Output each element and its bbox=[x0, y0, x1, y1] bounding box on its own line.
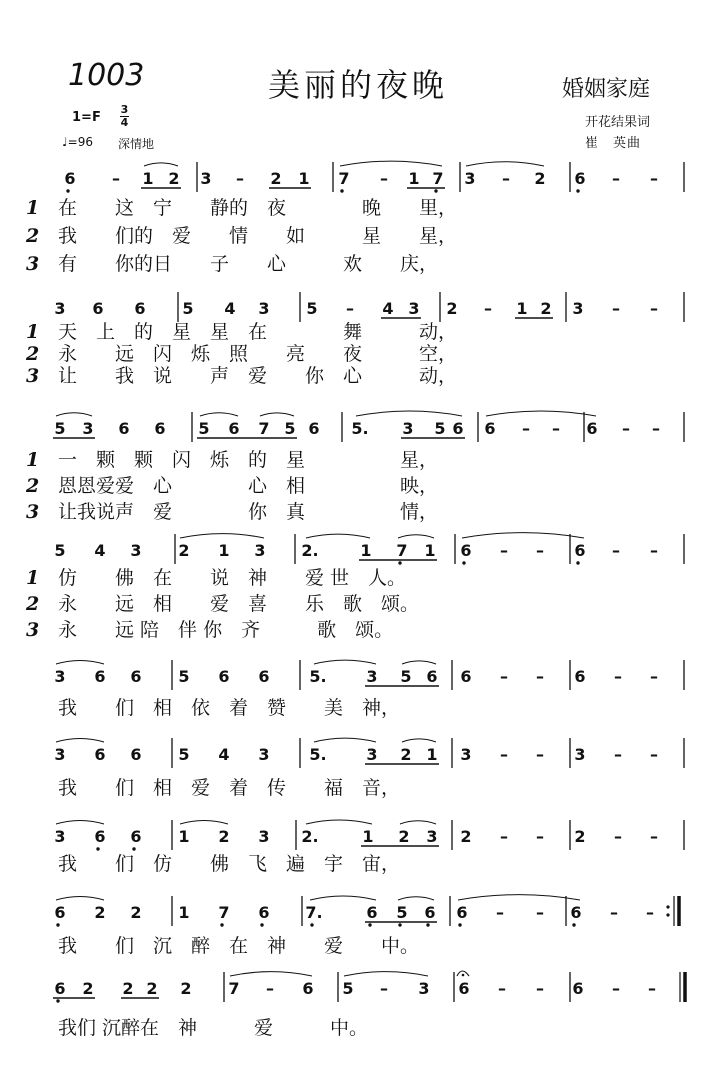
note: 6 bbox=[424, 903, 436, 922]
slur bbox=[56, 739, 104, 743]
note: 2 bbox=[94, 903, 106, 922]
note: 6 bbox=[302, 979, 314, 998]
note: 1 bbox=[178, 903, 190, 922]
note: – bbox=[622, 419, 630, 438]
note: 7. bbox=[305, 903, 323, 922]
note: – bbox=[650, 745, 658, 764]
repeat-dot bbox=[666, 905, 669, 908]
note: 3 bbox=[402, 419, 414, 438]
note: – bbox=[610, 903, 618, 922]
slur bbox=[462, 533, 584, 538]
note: 3 bbox=[258, 299, 270, 318]
lyric-line: 让我说声 爱 你 真 情， bbox=[58, 501, 439, 523]
slur bbox=[200, 413, 238, 416]
note: 5. bbox=[351, 419, 369, 438]
verse-number: 3 bbox=[26, 365, 40, 387]
note: – bbox=[552, 419, 560, 438]
low-octave-dot bbox=[576, 189, 579, 192]
note: 6 bbox=[154, 419, 166, 438]
lyric-line: 让 我 说 声 爱 你 心 动， bbox=[58, 365, 458, 387]
verse-number: 1 bbox=[26, 449, 40, 471]
verse-number: 2 bbox=[26, 593, 40, 615]
note: 1 bbox=[298, 169, 310, 188]
slur bbox=[56, 413, 92, 416]
note: 2 bbox=[130, 903, 142, 922]
note: – bbox=[500, 541, 508, 560]
note: 6 bbox=[426, 667, 438, 686]
lyric-line: 在 这 宁 静的 夜 晚 里， bbox=[58, 197, 458, 219]
lyricist-credit: 开花结果词 bbox=[585, 115, 651, 130]
note: 6 bbox=[94, 745, 106, 764]
slur bbox=[486, 411, 596, 416]
note: – bbox=[266, 979, 274, 998]
mood-marking: 深情地 bbox=[118, 137, 155, 151]
low-octave-dot bbox=[220, 923, 223, 926]
note: 4 bbox=[94, 541, 106, 560]
note: – bbox=[536, 827, 544, 846]
note: – bbox=[646, 903, 654, 922]
note: 5 bbox=[54, 419, 66, 438]
low-octave-dot bbox=[426, 923, 429, 926]
slur bbox=[56, 821, 104, 825]
lyric-line: 永 远 闪 烁 照 亮 夜 空， bbox=[58, 343, 458, 365]
note: – bbox=[612, 169, 620, 188]
note: 6 bbox=[570, 903, 582, 922]
low-octave-dot bbox=[398, 923, 401, 926]
slur bbox=[344, 972, 428, 976]
note: 1 bbox=[178, 827, 190, 846]
slur bbox=[310, 896, 376, 900]
low-octave-dot bbox=[572, 923, 575, 926]
note: – bbox=[380, 979, 388, 998]
time-sig-top: 3 bbox=[120, 103, 129, 116]
note: 7 bbox=[258, 419, 270, 438]
note: 3 bbox=[426, 827, 438, 846]
note: 5 bbox=[182, 299, 194, 318]
note: 5 bbox=[284, 419, 296, 438]
note: 1 bbox=[424, 541, 436, 560]
note: – bbox=[612, 541, 620, 560]
low-octave-dot bbox=[368, 923, 371, 926]
slur bbox=[398, 535, 434, 538]
note: 1 bbox=[218, 541, 230, 560]
note: 2 bbox=[540, 299, 552, 318]
note: – bbox=[536, 667, 544, 686]
note: 2 bbox=[398, 827, 410, 846]
note: – bbox=[650, 667, 658, 686]
low-octave-dot bbox=[340, 189, 343, 192]
note: 3 bbox=[254, 541, 266, 560]
note: 3 bbox=[82, 419, 94, 438]
low-octave-dot bbox=[56, 999, 59, 1002]
note: 2 bbox=[460, 827, 472, 846]
note: 3 bbox=[572, 299, 584, 318]
note: 6 bbox=[130, 827, 142, 846]
lyric-line: 一 颗 颗 闪 烁 的 星 星， bbox=[58, 449, 439, 471]
note: 7 bbox=[218, 903, 230, 922]
note: 6 bbox=[484, 419, 496, 438]
note: – bbox=[112, 169, 120, 188]
note: 5 bbox=[434, 419, 446, 438]
note: 6 bbox=[586, 419, 598, 438]
note: 3 bbox=[54, 299, 66, 318]
low-octave-dot bbox=[66, 189, 69, 192]
lyric-line: 我 们 仿 佛 飞 遍 宇 宙， bbox=[58, 853, 401, 875]
note: 2. bbox=[301, 541, 319, 560]
note: 5 bbox=[400, 667, 412, 686]
note: – bbox=[614, 667, 622, 686]
fermata-dot bbox=[462, 974, 465, 977]
note: 6 bbox=[118, 419, 130, 438]
lyric-line: 我 们 相 依 着 赞 美 神， bbox=[58, 697, 401, 719]
note: 1 bbox=[360, 541, 372, 560]
note: – bbox=[536, 979, 544, 998]
note: 3 bbox=[54, 827, 66, 846]
lyric-line: 我 们的 爱 情 如 星 星， bbox=[58, 225, 458, 247]
note: 5 bbox=[54, 541, 66, 560]
slur bbox=[400, 821, 436, 824]
lyric-line: 恩恩爱爱 心 心 相 映， bbox=[58, 475, 439, 497]
low-octave-dot bbox=[132, 847, 135, 850]
slur bbox=[402, 661, 436, 664]
note: 6 bbox=[54, 979, 66, 998]
note: 6 bbox=[94, 827, 106, 846]
slur bbox=[314, 660, 376, 664]
lyric-line: 仿 佛 在 说 神 爱 世 人。 bbox=[58, 567, 407, 589]
note: – bbox=[380, 169, 388, 188]
note: 4 bbox=[382, 299, 394, 318]
note: 1 bbox=[142, 169, 154, 188]
note: 6 bbox=[458, 979, 470, 998]
note: 2 bbox=[400, 745, 412, 764]
note: 2 bbox=[218, 827, 230, 846]
slur bbox=[314, 738, 376, 742]
note: 6 bbox=[130, 667, 142, 686]
low-octave-dot bbox=[458, 923, 461, 926]
verse-number: 3 bbox=[26, 501, 40, 523]
note: 2. bbox=[301, 827, 319, 846]
note: – bbox=[522, 419, 530, 438]
note: 6 bbox=[574, 667, 586, 686]
note: 2 bbox=[180, 979, 192, 998]
song-category: 婚姻家庭 bbox=[562, 77, 651, 102]
note: – bbox=[650, 169, 658, 188]
note: 2 bbox=[82, 979, 94, 998]
note: – bbox=[652, 419, 660, 438]
note: 2 bbox=[574, 827, 586, 846]
slur bbox=[402, 739, 436, 742]
note: – bbox=[536, 903, 544, 922]
lyric-line: 我们 沉醉在 神 爱 中。 bbox=[58, 1017, 369, 1039]
note: 6 bbox=[366, 903, 378, 922]
note: 3 bbox=[366, 745, 378, 764]
low-octave-dot bbox=[398, 561, 401, 564]
slur bbox=[306, 534, 370, 538]
low-octave-dot bbox=[310, 923, 313, 926]
note: 6 bbox=[456, 903, 468, 922]
note: 6 bbox=[258, 903, 270, 922]
low-octave-dot bbox=[462, 561, 465, 564]
note: – bbox=[648, 979, 656, 998]
note: 1 bbox=[516, 299, 528, 318]
note: 2 bbox=[178, 541, 190, 560]
note: – bbox=[612, 299, 620, 318]
note: – bbox=[500, 745, 508, 764]
tempo-marking: ♩=96 bbox=[62, 135, 93, 149]
song-title: 美丽的夜晚 bbox=[268, 66, 449, 104]
slur bbox=[144, 163, 178, 166]
note: – bbox=[536, 745, 544, 764]
lyric-line: 有 你的日 子 心 欢 庆， bbox=[58, 253, 439, 275]
note: – bbox=[650, 541, 658, 560]
note: 6 bbox=[574, 169, 586, 188]
verse-number: 1 bbox=[26, 567, 40, 589]
slur bbox=[230, 972, 312, 976]
note: 6 bbox=[134, 299, 146, 318]
note: 6 bbox=[130, 745, 142, 764]
slur bbox=[466, 162, 544, 166]
note: – bbox=[500, 667, 508, 686]
note: 6 bbox=[572, 979, 584, 998]
lyric-line: 天 上 的 星 星 在 舞 动， bbox=[58, 321, 458, 343]
note: 6 bbox=[218, 667, 230, 686]
note: – bbox=[498, 979, 506, 998]
slur bbox=[356, 411, 462, 416]
note: – bbox=[502, 169, 510, 188]
note: 2 bbox=[534, 169, 546, 188]
note: – bbox=[614, 745, 622, 764]
note: – bbox=[496, 903, 504, 922]
slur bbox=[306, 820, 372, 824]
note: 7 bbox=[396, 541, 408, 560]
note: – bbox=[536, 541, 544, 560]
note: 6 bbox=[452, 419, 464, 438]
verse-number: 3 bbox=[26, 253, 40, 275]
note: 5 bbox=[306, 299, 318, 318]
slur bbox=[458, 895, 580, 900]
note: 6 bbox=[574, 541, 586, 560]
note: 2 bbox=[270, 169, 282, 188]
note: 5. bbox=[309, 745, 327, 764]
note: – bbox=[346, 299, 354, 318]
verse-number: 3 bbox=[26, 619, 40, 641]
note: 6 bbox=[54, 903, 66, 922]
note: – bbox=[650, 299, 658, 318]
note: 6 bbox=[258, 667, 270, 686]
low-octave-dot bbox=[260, 923, 263, 926]
note: 4 bbox=[224, 299, 236, 318]
verse-number: 2 bbox=[26, 343, 40, 365]
key-signature: 1=F bbox=[72, 110, 101, 125]
note: 3 bbox=[130, 541, 142, 560]
composer-credit: 崔 英曲 bbox=[585, 136, 642, 151]
note: 3 bbox=[366, 667, 378, 686]
lyric-line: 永 远 相 爱 喜 乐 歌 颂。 bbox=[58, 593, 420, 615]
note: 7 bbox=[228, 979, 240, 998]
lyric-line: 我 们 相 爱 着 传 福 音， bbox=[58, 777, 401, 799]
note: 5 bbox=[178, 745, 190, 764]
note: 2 bbox=[146, 979, 158, 998]
note: 5 bbox=[396, 903, 408, 922]
repeat-dot bbox=[666, 913, 669, 916]
note: 2 bbox=[168, 169, 180, 188]
note: 5. bbox=[309, 667, 327, 686]
note: 3 bbox=[464, 169, 476, 188]
low-octave-dot bbox=[576, 561, 579, 564]
verse-number: 2 bbox=[26, 475, 40, 497]
verse-number: 1 bbox=[26, 321, 40, 343]
note: 1 bbox=[362, 827, 374, 846]
note: 3 bbox=[200, 169, 212, 188]
time-sig-bottom: 4 bbox=[120, 116, 129, 129]
lyric-line: 我 们 沉 醉 在 神 爱 中。 bbox=[58, 935, 420, 957]
note: 6 bbox=[64, 169, 76, 188]
low-octave-dot bbox=[56, 923, 59, 926]
note: 6 bbox=[308, 419, 320, 438]
note: 2 bbox=[446, 299, 458, 318]
note: 3 bbox=[574, 745, 586, 764]
note: 1 bbox=[426, 745, 438, 764]
note: – bbox=[612, 979, 620, 998]
note: 7 bbox=[432, 169, 444, 188]
slur bbox=[398, 897, 434, 900]
note: 1 bbox=[408, 169, 420, 188]
note: 6 bbox=[460, 541, 472, 560]
note: 3 bbox=[418, 979, 430, 998]
slur bbox=[56, 897, 104, 901]
verse-number: 2 bbox=[26, 225, 40, 247]
note: – bbox=[650, 827, 658, 846]
slur bbox=[56, 661, 104, 665]
note: 3 bbox=[460, 745, 472, 764]
note: 3 bbox=[54, 745, 66, 764]
note: – bbox=[236, 169, 244, 188]
note: 7 bbox=[338, 169, 350, 188]
low-octave-dot bbox=[96, 847, 99, 850]
slur bbox=[340, 161, 442, 166]
note: – bbox=[500, 827, 508, 846]
note: 6 bbox=[94, 667, 106, 686]
slur bbox=[180, 534, 264, 538]
note: 2 bbox=[122, 979, 134, 998]
note: 6 bbox=[92, 299, 104, 318]
note: 4 bbox=[218, 745, 230, 764]
note: – bbox=[614, 827, 622, 846]
song-number: 1003 bbox=[68, 58, 145, 93]
note: 6 bbox=[228, 419, 240, 438]
slur bbox=[180, 821, 228, 825]
note: 5 bbox=[342, 979, 354, 998]
verse-number: 1 bbox=[26, 197, 40, 219]
slur bbox=[260, 413, 294, 416]
note: 5 bbox=[178, 667, 190, 686]
note: 3 bbox=[54, 667, 66, 686]
note: 6 bbox=[460, 667, 472, 686]
note: 3 bbox=[258, 827, 270, 846]
note: – bbox=[484, 299, 492, 318]
low-octave-dot bbox=[434, 189, 437, 192]
note: 3 bbox=[408, 299, 420, 318]
note: 5 bbox=[198, 419, 210, 438]
lyric-line: 永 远 陪 伴 你 齐 歌 颂。 bbox=[58, 619, 394, 641]
note: 3 bbox=[258, 745, 270, 764]
